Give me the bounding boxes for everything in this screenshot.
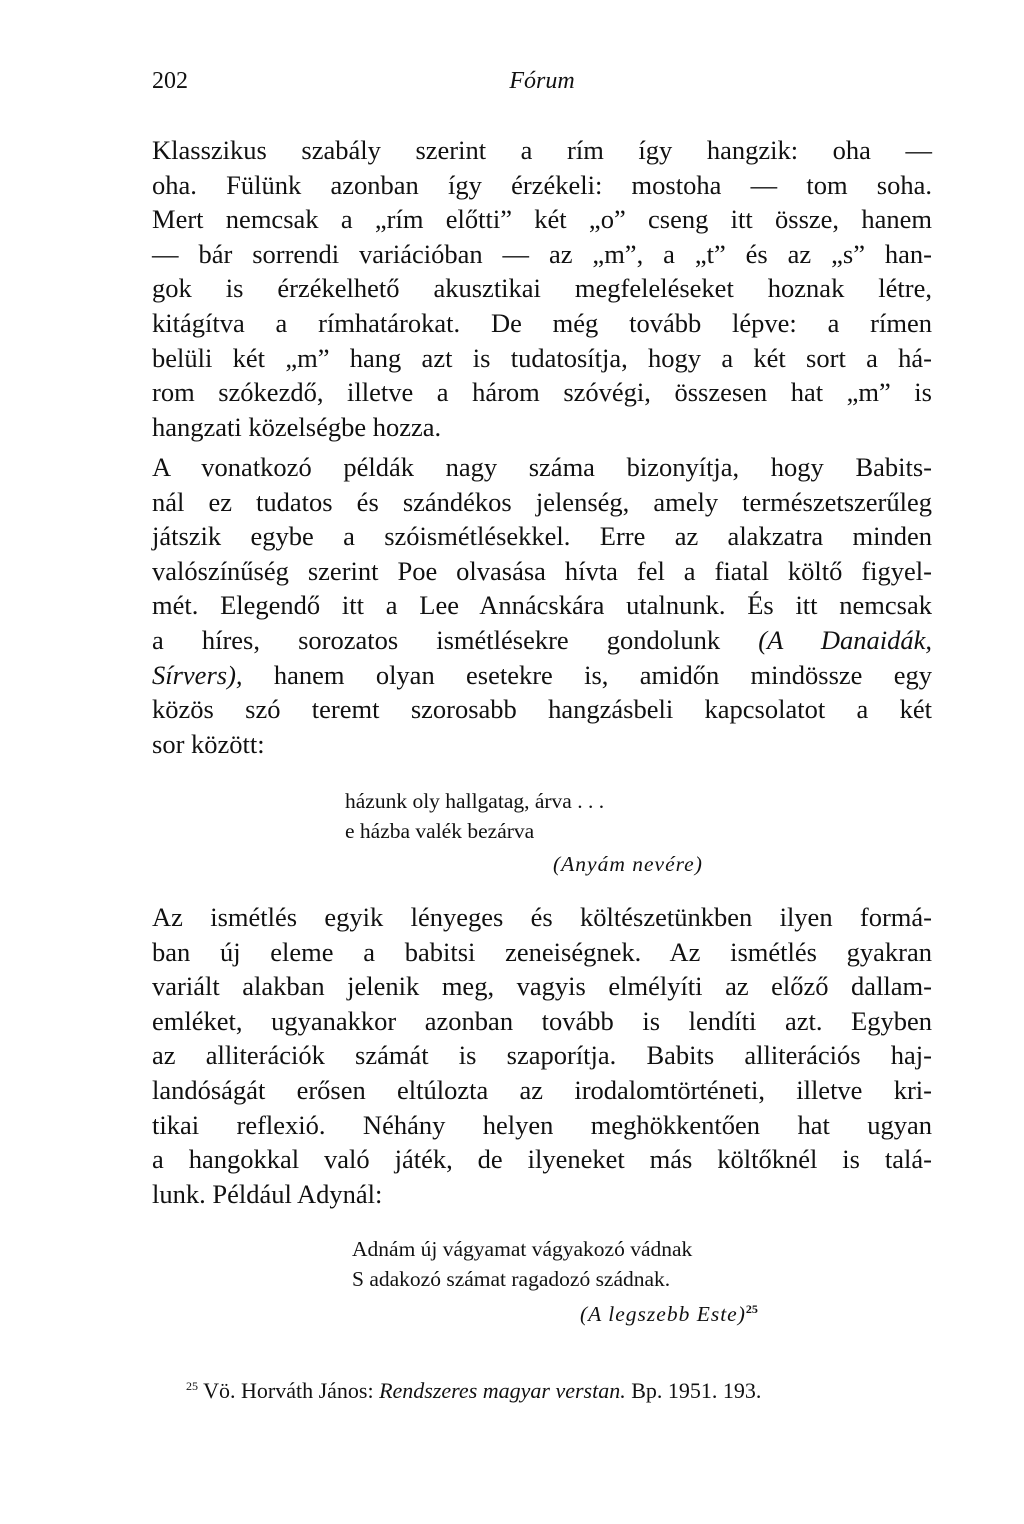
verse-attribution-2 [580,1302,758,1327]
text-line: Az ismétlés egyik lényeges és költészetünkben ilyen formá- [152,902,932,932]
text-line: emléket, ugyanakkor azonban tovább is lendíti azt. Egyben [152,1005,932,1036]
text-line: gok is érzékelhető akusztikai megfeleléseket hoznak létre, [152,273,932,304]
attribution-text: (A legszebb Este) [580,1302,746,1326]
text-line: landóságát erősen eltúlozta az irodalomtörténeti, illetve kri- [152,1074,932,1105]
footnote-number: 25 [186,1379,198,1393]
text-line: variált alakban jelenik meg, vagyis elmélyíti az előző dallam- [152,971,932,1002]
footnote [186,1378,761,1404]
paragraph-2 [152,450,932,761]
work-title: (A Danaidák, [758,624,933,655]
footnote-text: Vö. Horváth János: [203,1378,374,1403]
text-line: rom szókezdő, illetve a három szóvégi, összesen hat „m” is [152,377,932,408]
text-line-with-italic [152,658,932,693]
text-line: kitágítva a rímhatárokat. De még tovább lépve: a rímen [152,307,932,338]
verse-line: e házba valék bezárva [345,819,535,843]
text-line: Mert nemcsak a „rím előtti” két „o” cseng itt össze, hanem [152,204,932,235]
text-line-with-italic [152,623,932,658]
paragraph-1 [152,133,932,444]
text-line: lunk. Például Adynál: [152,1178,383,1209]
text-line: a hangokkal való játék, de ilyeneket más költőknél is talá- [152,1144,932,1175]
footnote-book-title: Rendszeres magyar verstan. [379,1378,626,1403]
text-line: oha. Fülünk azonban így érzékeli: mostoha — tom soha. [152,169,932,200]
running-title: Fórum [509,68,575,94]
text-line: nál ez tudatos és szándékos jelenség, amely természetszerűleg [152,486,932,517]
verse-line: S adakozó számat ragadozó szádnak. [352,1267,671,1291]
text-line: valószínűség szerint Poe olvasása hívta fel a fiatal költő figyel- [152,555,932,586]
paragraph-3 [152,900,932,1211]
text-segment: a híres, sorozatos ismétlésekre gondolunk [152,624,721,655]
work-title: Sírvers), [152,659,243,690]
text-line: Klasszikus szabály szerint a rím így hangzik: oha — [152,135,932,165]
text-line: mét. Elegendő itt a Lee Annácskára utalnunk. És itt nemcsak [152,590,932,621]
text-line: — bár sorrendi variációban — az „m”, a „t” és az „s” han- [152,238,932,269]
text-line: közös szó teremt szorosabb hangzásbeli kapcsolatot a két [152,694,932,725]
text-segment: hanem olyan esetekre is, amidőn mindössze egy [273,659,933,690]
text-line: játszik egybe a szóismétlésekkel. Erre az alakzatra minden [152,521,932,552]
running-head [152,68,932,102]
page-number: 202 [152,68,188,94]
text-line: hangzati közelségbe hozza. [152,411,442,442]
text-line: tikai reflexió. Néhány helyen meghökkentően hat ugyan [152,1109,932,1140]
verse-line: Adnám új vágyamat vágyakozó vádnak [352,1237,693,1261]
text-line: sor között: [152,728,265,759]
text-line: ban új eleme a babitsi zeneiségnek. Az ismétlés gyakran [152,936,932,967]
text-line: belüli két „m” hang azt is tudatosítja, hogy a két sort a há- [152,342,932,373]
verse-line: házunk oly hallgatag, árva . . . [345,789,605,813]
text-line: A vonatkozó példák nagy száma bizonyítja, hogy Babits- [152,452,932,482]
footnote-reference[interactable]: 25 [745,1302,758,1316]
verse-attribution-1: (Anyám nevére) [553,852,703,876]
verse-quote-1 [345,786,604,846]
text-line: az alliterációk számát is szaporítja. Babits alliterációs haj- [152,1040,932,1071]
verse-quote-2 [352,1234,692,1294]
footnote-text: Bp. 1951. 193. [631,1378,762,1403]
